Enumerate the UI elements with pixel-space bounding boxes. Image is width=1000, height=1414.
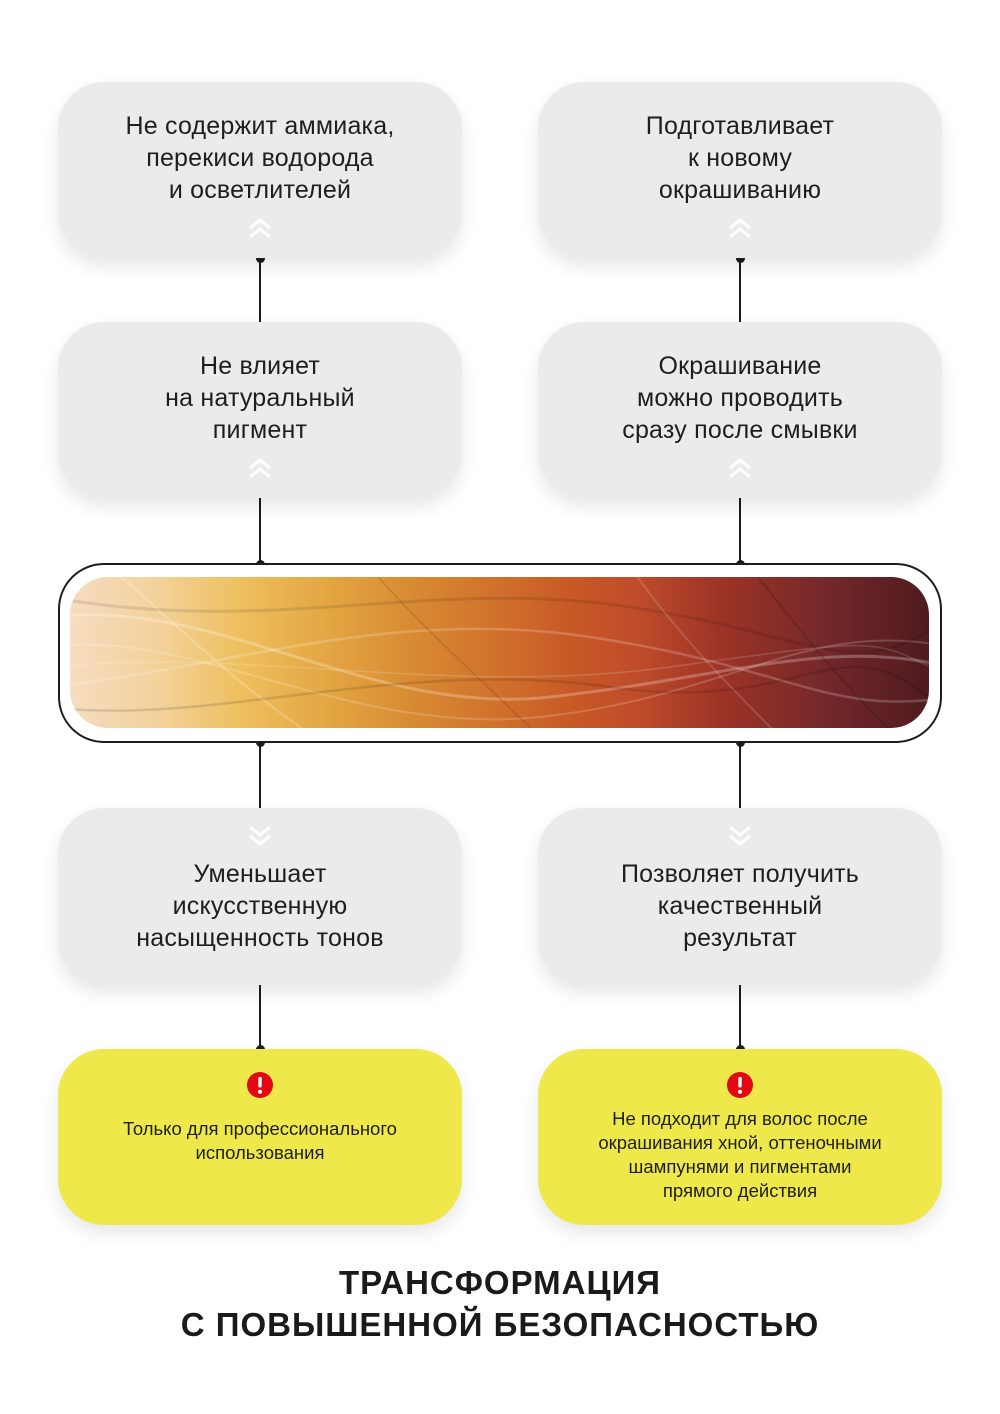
warning-text: Только для профессионального использования [123,1118,397,1163]
benefit-text: Не содержит аммиака, перекиси водорода и осветлителей [125,112,395,204]
connector-line [739,742,741,808]
connector-line [259,742,261,808]
connector-line [739,258,741,322]
benefit-card-reduces-saturation [58,808,462,985]
warning-card-henna [538,1049,942,1225]
double-chevron-up-icon [726,456,754,480]
hair-swatch-frame [58,563,942,743]
connector-line [259,498,261,564]
page-title: ТРАНСФОРМАЦИЯ С ПОВЫШЕННОЙ БЕЗОПАСНОСТЬЮ [180,1264,820,1343]
double-chevron-down-icon [246,824,274,848]
connector-line [739,985,741,1049]
benefit-card-prepares [538,82,942,258]
benefit-card-no-ammonia [58,82,462,258]
warning-text: Не подходит для волос после окрашивания хной, оттеночными шампунями и пигментами прямого действия [598,1108,882,1201]
double-chevron-up-icon [246,216,274,240]
benefit-card-dye-after-wash [538,322,942,498]
benefit-text: Уменьшает искусственную насыщенность тонов [136,860,384,952]
benefit-card-natural-pigment [58,322,462,498]
benefit-text: Не влияет на натуральный пигмент [165,352,355,444]
benefit-text: Позволяет получить качественный результат [620,860,860,952]
double-chevron-up-icon [246,456,274,480]
benefit-card-quality-result [538,808,942,985]
connector-line [739,498,741,564]
exclamation-circle-icon [246,1071,274,1099]
double-chevron-up-icon [726,216,754,240]
benefit-text: Подготавливает к новому окрашиванию [645,112,835,204]
hair-color-swatch-image [70,577,929,728]
warning-card-professional-use [58,1049,462,1225]
connector-line [259,985,261,1049]
connector-line [259,258,261,322]
double-chevron-down-icon [726,824,754,848]
exclamation-circle-icon [726,1071,754,1099]
benefit-text: Окрашивание можно проводить сразу после смывки [622,352,858,444]
